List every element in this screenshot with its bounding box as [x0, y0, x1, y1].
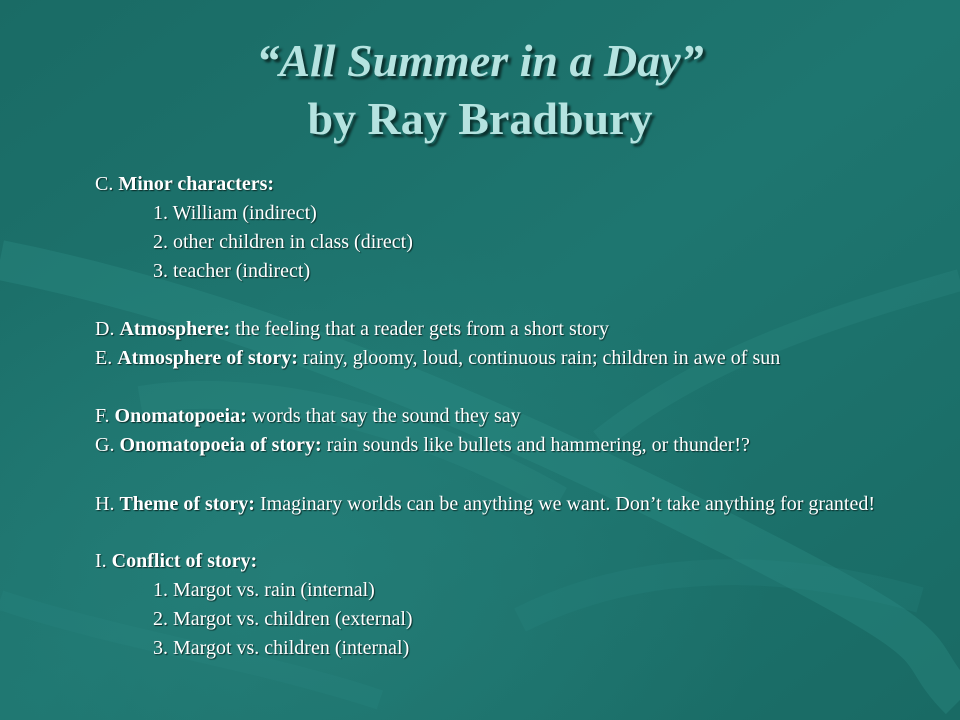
section-i-item: 1. Margot vs. rain (internal): [153, 579, 375, 601]
section-e-label: Atmosphere of story:: [117, 347, 298, 369]
section-d-label: Atmosphere:: [119, 318, 231, 340]
title-line-1: “All Summer in a Day”: [256, 35, 704, 86]
section-c-item: 1. William (indirect): [153, 202, 317, 224]
slide-body: [95, 170, 915, 663]
section-g: G. Onomatopoeia of story: rain sounds like bullets and hammering, or thunder!?: [95, 434, 750, 456]
section-e: E. Atmosphere of story: rainy, gloomy, loud, continuous rain; children in awe of sun: [95, 347, 781, 369]
section-e-text: rainy, gloomy, loud, continuous rain; children in awe of sun: [297, 347, 781, 369]
section-d-text: the feeling that a reader gets from a short story: [230, 318, 609, 340]
section-i-item: 3. Margot vs. children (internal): [153, 637, 410, 659]
section-i: I. Conflict of story:: [95, 550, 258, 572]
section-f: F. Onomatopoeia: words that say the sound they say: [95, 405, 521, 427]
section-h-text: Imaginary worlds can be anything we want. Don’t take anything for granted!: [254, 493, 875, 515]
section-h-label: Theme of story:: [119, 493, 255, 515]
section-f-text: words that say the sound they say: [246, 405, 521, 427]
section-c-label: Minor characters:: [118, 173, 275, 195]
section-c-item: 2. other children in class (direct): [153, 231, 413, 253]
section-g-label: Onomatopoeia of story:: [119, 434, 322, 456]
section-i-label: Conflict of story:: [111, 550, 258, 572]
section-c-item: 3. teacher (indirect): [153, 260, 311, 282]
slide-title: [0, 32, 960, 148]
section-f-label: Onomatopoeia:: [114, 405, 247, 427]
section-h: H. Theme of story: Imaginary worlds can be anything we want. Don’t take anything for granted!: [95, 493, 875, 515]
title-line-2: by Ray Bradbury: [307, 93, 653, 144]
section-c: C. Minor characters:: [95, 173, 275, 195]
section-i-item: 2. Margot vs. children (external): [153, 608, 413, 630]
section-d: D. Atmosphere: the feeling that a reader gets from a short story: [95, 318, 609, 340]
section-g-text: rain sounds like bullets and hammering, or thunder!?: [321, 434, 750, 456]
